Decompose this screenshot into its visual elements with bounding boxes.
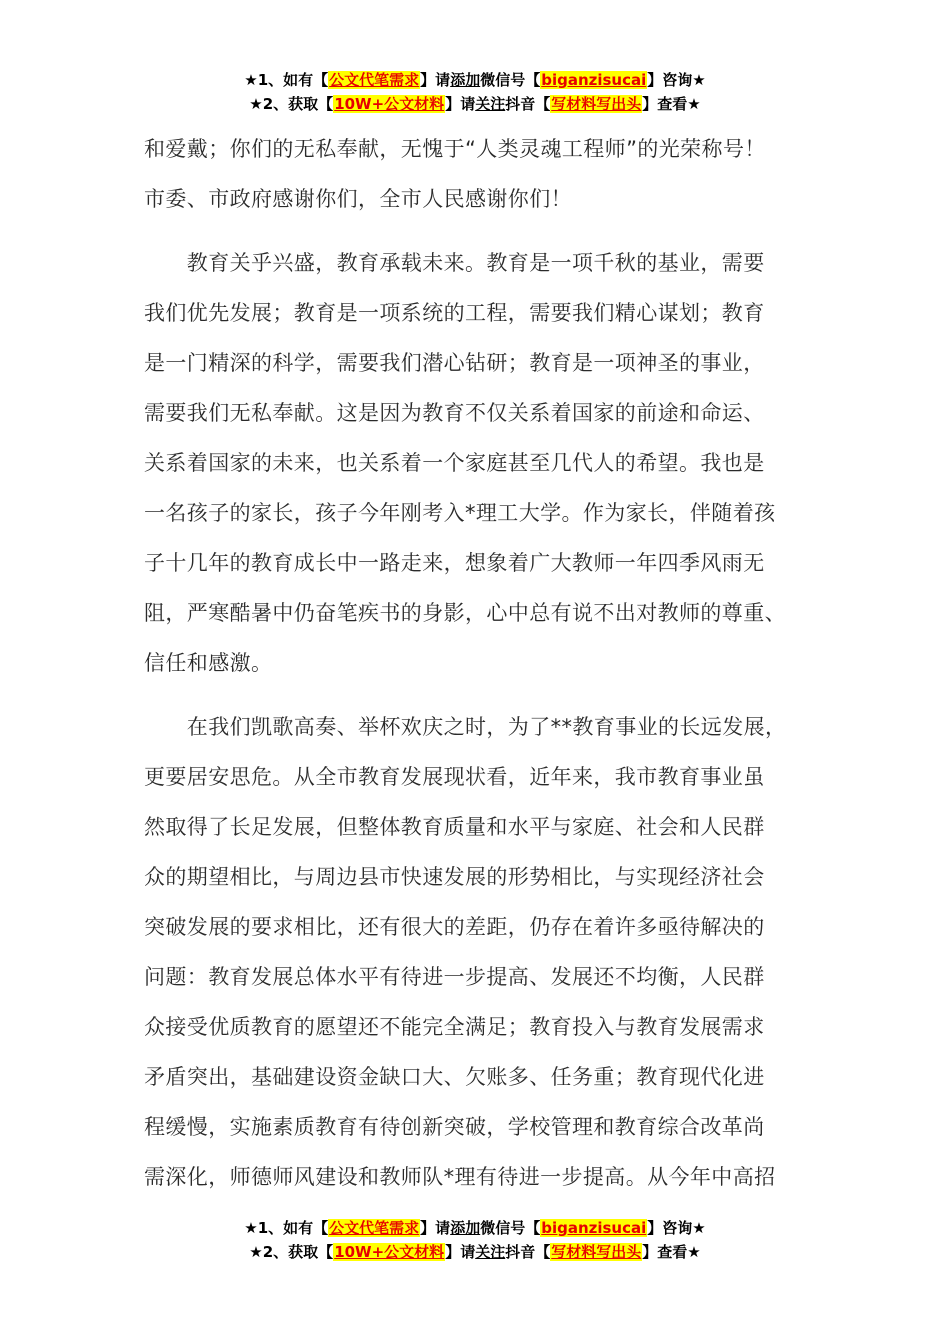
banner-text: 抖音【 <box>505 1243 551 1261</box>
underlined-text: 添加 <box>450 1219 481 1237</box>
wechat-id-link[interactable]: biganzisucai <box>541 1219 647 1237</box>
banner-text: ★1、如有【 <box>244 1219 329 1237</box>
paragraph-gap <box>144 688 834 702</box>
text-line: 需要我们无私奉献。这是因为教育不仅关系着国家的前途和命运、 <box>144 401 765 425</box>
text-line: 我们优先发展；教育是一项系统的工程，需要我们精心谋划；教育 <box>144 301 765 325</box>
paragraph-gap <box>144 224 834 238</box>
banner-line-1 <box>0 1216 950 1240</box>
banner-text: 】请 <box>445 95 476 113</box>
underlined-text: 关注 <box>475 1243 506 1261</box>
banner-text: 微信号【 <box>480 71 541 89</box>
douyin-account-link[interactable]: 写材料写出头 <box>551 1243 642 1261</box>
banner-text: 】请 <box>420 71 451 89</box>
banner-line-1 <box>0 68 950 92</box>
banner-text: 】咨询★ <box>647 71 706 89</box>
highlight-service: 公文代笔需求 <box>329 71 420 89</box>
douyin-account-link[interactable]: 写材料写出头 <box>551 95 642 113</box>
text-line: 一名孩子的家长，孩子今年刚考入*理工大学。作为家长，伴随着孩 <box>144 501 776 525</box>
underlined-text: 添加 <box>450 71 481 89</box>
banner-text: ★1、如有【 <box>244 71 329 89</box>
banner-line-2 <box>0 92 950 116</box>
footer-banner <box>0 1216 950 1264</box>
banner-text: ★2、获取【 <box>249 95 334 113</box>
header-banner <box>0 68 950 116</box>
text-line: 众接受优质教育的愿望还不能完全满足；教育投入与教育发展需求 <box>144 1015 765 1039</box>
banner-text: 抖音【 <box>505 95 551 113</box>
banner-text: 微信号【 <box>480 1219 541 1237</box>
banner-text: 】请 <box>420 1219 451 1237</box>
wechat-id-link[interactable]: biganzisucai <box>541 71 647 89</box>
text-line: 矛盾突出，基础建设资金缺口大、欠账多、任务重；教育现代化进 <box>144 1065 765 1089</box>
text-line: 阻，严寒酷暑中仍奋笔疾书的身影，心中总有说不出对教师的尊重、 <box>144 601 786 625</box>
banner-text: 】请 <box>445 1243 476 1261</box>
highlight-materials: 10W+公文材料 <box>334 95 445 113</box>
banner-text: ★2、获取【 <box>249 1243 334 1261</box>
highlight-materials: 10W+公文材料 <box>334 1243 445 1261</box>
banner-text: 】咨询★ <box>647 1219 706 1237</box>
banner-text: 】查看★ <box>642 95 701 113</box>
text-line: 子十几年的教育成长中一路走来，想象着广大教师一年四季风雨无 <box>144 551 765 575</box>
text-line: 信任和感激。 <box>144 651 273 675</box>
text-line: 程缓慢，实施素质教育有待创新突破，学校管理和教育综合改革尚 <box>144 1115 765 1139</box>
text-line: 在我们凯歌高奏、举杯欢庆之时，为了**教育事业的长远发展， <box>144 715 787 739</box>
text-line: 市委、市政府感谢你们，全市人民感谢你们！ <box>144 187 572 211</box>
underlined-text: 关注 <box>475 95 506 113</box>
banner-line-2 <box>0 1240 950 1264</box>
banner-text: 】查看★ <box>642 1243 701 1261</box>
text-line: 和爱戴；你们的无私奉献，无愧于“人类灵魂工程师”的光荣称号！ <box>144 137 766 161</box>
text-line: 突破发展的要求相比，还有很大的差距，仍存在着许多亟待解决的 <box>144 915 765 939</box>
text-line: 教育关乎兴盛，教育承载未来。教育是一项千秋的基业，需要 <box>144 251 765 275</box>
text-line: 众的期望相比，与周边县市快速发展的形势相比，与实现经济社会 <box>144 865 765 889</box>
text-line: 需深化，师德师风建设和教师队*理有待进一步提高。从今年中高招 <box>144 1165 776 1189</box>
text-line: 是一门精深的科学，需要我们潜心钻研；教育是一项神圣的事业， <box>144 351 765 375</box>
text-line: 问题：教育发展总体水平有待进一步提高、发展还不均衡，人民群 <box>144 965 765 989</box>
text-line: 然取得了长足发展，但整体教育质量和水平与家庭、社会和人民群 <box>144 815 765 839</box>
text-line: 关系着国家的未来，也关系着一个家庭甚至几代人的希望。我也是 <box>144 451 765 475</box>
text-line: 更要居安思危。从全市教育发展现状看，近年来，我市教育事业虽 <box>144 765 765 789</box>
document-body <box>144 124 834 1202</box>
highlight-service: 公文代笔需求 <box>329 1219 420 1237</box>
